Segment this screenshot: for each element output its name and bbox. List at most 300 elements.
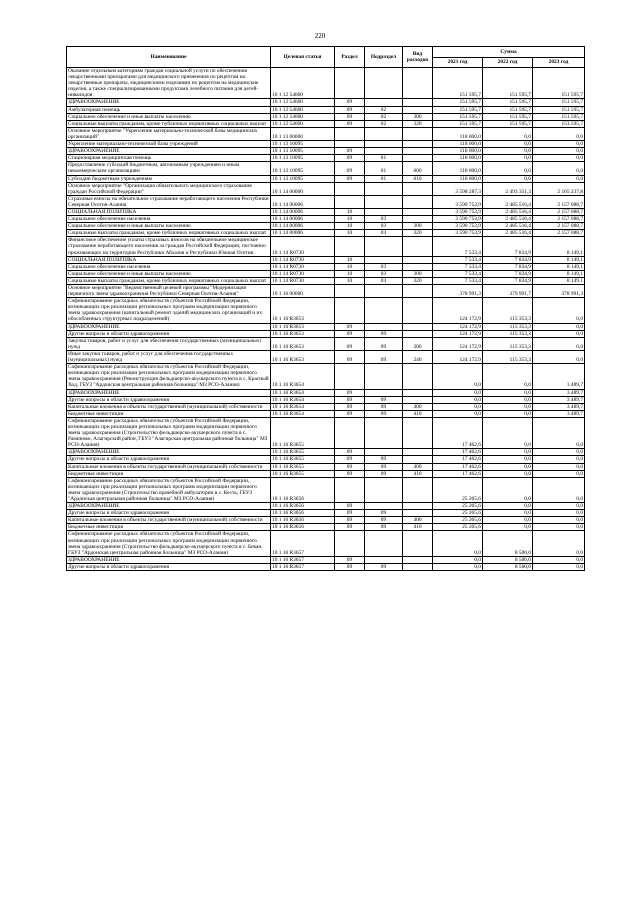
cell-name: Финансовое обеспечение уплаты страховых взносов на обязательное медицинское страхование неработающего населения за граждан Российской Федерации, постоянно проживающих на территории Республики Абхазия и Республики Южная Осетия xyxy=(67,237,271,256)
cell-sum-2022: 8 500,0 xyxy=(483,563,533,570)
cell-sum-2023: 0,0 xyxy=(533,148,585,155)
table-row xyxy=(67,277,585,284)
table-row xyxy=(67,155,585,162)
cell-sum-2022: 7 834,9 xyxy=(483,270,533,277)
cell-expense-type xyxy=(403,510,433,517)
cell-section: 10 xyxy=(335,270,365,277)
cell-section xyxy=(335,141,365,148)
table-row xyxy=(67,285,585,298)
cell-section: 09 xyxy=(335,99,365,106)
table-row xyxy=(67,270,585,277)
cell-sum-2022: 7 834,9 xyxy=(483,277,533,284)
cell-section: 09 xyxy=(335,449,365,456)
cell-name: Софинансирование расходных обязательств субъектов Российской Федерации, возникающих при реализации региональных программ модернизации первичного звена здравоохранения (Строительство врачебной амбулатории в с. Кесть, ГБУЗ "Ардонская центральная районная больница" МЗ РСО-Алания) xyxy=(67,477,271,502)
cell-target-code: 10 1 16 R3655 xyxy=(271,463,335,470)
cell-sum-2023: 0,0 xyxy=(533,477,585,502)
cell-sum-2023: 0,0 xyxy=(533,337,585,350)
cell-subsection: 03 xyxy=(365,223,403,230)
cell-sum-2021: 0,0 xyxy=(433,403,483,410)
cell-name: Укрепление материально-технической базы учреждений xyxy=(67,141,271,148)
cell-target-code: 10 1 16 R3655 xyxy=(271,470,335,477)
cell-name: Страховые взносы на обязательное страхование неработающего населения Республики Северная Осетия-Алания xyxy=(68,195,269,208)
cell-subsection: 09 xyxy=(365,410,403,417)
cell-name: Оказание отдельным категориям граждан социальной услуги по обеспечению лекарственными препаратами для медицинского применения по рецептам на лекарственные препараты, медицинскими изделиями по рецептам на медицинские изделия, а также специализированными продуктами лечебного питания для детей-инвалидов xyxy=(67,68,271,99)
cell-target-code: 10 1 16 R3657 xyxy=(271,531,335,556)
cell-expense-type xyxy=(403,216,433,223)
cell-section xyxy=(335,237,365,256)
cell-target-code: 10 1 16 R3656 xyxy=(271,524,335,531)
cell-subsection xyxy=(365,68,403,99)
table-row xyxy=(67,113,585,120)
cell-subsection: 03 xyxy=(365,230,403,237)
cell-sum-2021: 7 533,4 xyxy=(433,263,483,270)
cell-sum-2023: 8 149,1 xyxy=(533,256,585,263)
cell-sum-2023: 2 157 088,7 xyxy=(533,223,585,230)
cell-sum-2022: 2 485 516,4 xyxy=(483,195,533,208)
cell-name: ЗДРАВООХРАНЕНИЕ xyxy=(67,503,271,510)
table-row xyxy=(67,323,585,330)
cell-target-code: 10 1 14 00000 xyxy=(271,182,335,195)
table-header xyxy=(67,47,585,68)
cell-expense-type: 200 xyxy=(403,337,433,350)
cell-subsection xyxy=(365,195,403,208)
cell-sum-2022: 7 834,9 xyxy=(483,237,533,256)
cell-target-code: 10 1 12 54600 xyxy=(271,99,335,106)
cell-sum-2022: 0,0 xyxy=(483,175,533,182)
cell-sum-2022: 0,0 xyxy=(483,396,533,403)
table-row xyxy=(67,470,585,477)
table-row xyxy=(67,456,585,463)
cell-subsection: 09 xyxy=(365,456,403,463)
cell-subsection: 09 xyxy=(365,510,403,517)
table-row xyxy=(67,410,585,417)
cell-section: 09 xyxy=(335,463,365,470)
table-row xyxy=(67,531,585,556)
cell-section: 09 xyxy=(335,323,365,330)
cell-sum-2021: 3 590 753,9 xyxy=(433,208,483,215)
cell-sum-2022: 7 834,9 xyxy=(483,256,533,263)
cell-sum-2023: 2 157 088,7 xyxy=(533,230,585,237)
cell-section xyxy=(335,127,365,140)
cell-section xyxy=(335,531,365,556)
cell-target-code: 10 1 13 10095 xyxy=(271,162,335,175)
cell-sum-2023: 378 991,3 xyxy=(533,285,585,298)
cell-section: 09 xyxy=(335,410,365,417)
cell-subsection xyxy=(365,141,403,148)
cell-sum-2023: 0,0 xyxy=(533,298,585,323)
cell-expense-type xyxy=(403,256,433,263)
cell-section: 09 xyxy=(335,337,365,350)
cell-target-code: 10 1 14 R0730 xyxy=(271,263,335,270)
cell-name: Стационарная медицинская помощь xyxy=(67,155,271,162)
table-row xyxy=(67,330,585,337)
cell-target-code: 10 1 16 R3656 xyxy=(271,517,335,524)
header-subsection: Подраздел xyxy=(365,47,403,68)
cell-sum-2023: 2 165 237,8 xyxy=(533,182,585,195)
cell-target-code: 10 1 12 54600 xyxy=(271,113,335,120)
header-year-2022: 2022 год xyxy=(483,58,533,68)
cell-sum-2022: 0,0 xyxy=(483,503,533,510)
cell-target-code: 10 1 14 00006 xyxy=(271,208,335,215)
cell-sum-2022: 0,0 xyxy=(483,127,533,140)
cell-target-code: 10 1 12 54600 xyxy=(271,120,335,127)
header-sum: Сумма xyxy=(433,47,585,58)
cell-name: Социальные выплаты гражданам, кроме публичных нормативных социальных выплат xyxy=(67,277,271,284)
table-row xyxy=(67,237,585,256)
cell-target-code: 10 1 16 R3656 xyxy=(271,503,335,510)
table-row xyxy=(67,417,585,448)
cell-section: 09 xyxy=(335,556,365,563)
cell-sum-2022: 379 991,7 xyxy=(483,285,533,298)
cell-sum-2022: 0,0 xyxy=(483,456,533,463)
cell-name: Капитальные вложения в объекты государственной (муниципальной) собственности xyxy=(67,403,271,410)
cell-name: Социальное обеспечение и иные выплаты населению xyxy=(67,270,271,277)
cell-target-code: 10 1 16 R3655 xyxy=(271,417,335,448)
cell-sum-2022: 151 595,7 xyxy=(483,106,533,113)
cell-expense-type xyxy=(403,477,433,502)
cell-sum-2021: 151 595,7 xyxy=(433,113,483,120)
table-row xyxy=(67,230,585,237)
cell-sum-2023: 0,0 xyxy=(533,524,585,531)
cell-target-code: 10 1 16 R3653 xyxy=(271,298,335,323)
cell-name: ЗДРАВООХРАНЕНИЕ xyxy=(67,323,271,330)
cell-section: 09 xyxy=(335,106,365,113)
cell-target-code: 10 1 14 00006 xyxy=(271,223,335,230)
cell-sum-2023: 0,0 xyxy=(533,330,585,337)
cell-subsection xyxy=(365,323,403,330)
cell-sum-2021: 124 172,9 xyxy=(433,337,483,350)
table-row xyxy=(67,517,585,524)
cell-sum-2022: 8 500,0 xyxy=(483,556,533,563)
cell-sum-2022: 2 493 351,3 xyxy=(483,182,533,195)
cell-name: Капитальные вложения в объекты государственной (муниципальной) собственности xyxy=(67,463,271,470)
cell-sum-2021: 118 000,0 xyxy=(433,148,483,155)
cell-expense-type: 610 xyxy=(403,175,433,182)
cell-name: Социальные выплаты гражданам, кроме публичных нормативных социальных выплат xyxy=(67,120,271,127)
cell-sum-2022: 151 595,7 xyxy=(483,68,533,99)
cell-subsection: 09 xyxy=(365,463,403,470)
cell-subsection xyxy=(365,182,403,195)
cell-name: Бюджетные инвестиции xyxy=(67,470,271,477)
cell-sum-2023: 0,0 xyxy=(533,456,585,463)
cell-section xyxy=(335,298,365,323)
cell-sum-2021: 151 595,7 xyxy=(433,99,483,106)
cell-name: Основное мероприятие "Ведомственный целевой программы "Модернизация первичного звена здравоохранения Республики Северная Осетия-Алания" xyxy=(67,285,271,298)
cell-subsection: 03 xyxy=(365,277,403,284)
cell-sum-2022: 151 595,7 xyxy=(483,113,533,120)
page-number: 220 xyxy=(314,32,326,40)
cell-sum-2022: 0,0 xyxy=(483,410,533,417)
cell-expense-type: 410 xyxy=(403,470,433,477)
cell-sum-2022: 2 485 516,4 xyxy=(483,223,533,230)
cell-target-code: 10 1 16 R3656 xyxy=(271,477,335,502)
cell-expense-type xyxy=(403,99,433,106)
cell-section: 09 xyxy=(335,470,365,477)
table-row xyxy=(67,403,585,410)
cell-expense-type: 400 xyxy=(403,403,433,410)
cell-sum-2022: 0,0 xyxy=(483,463,533,470)
cell-section: 10 xyxy=(335,223,365,230)
cell-subsection xyxy=(365,298,403,323)
cell-sum-2021: 118 000,0 xyxy=(433,141,483,148)
cell-subsection: 01 xyxy=(365,162,403,175)
cell-name: Капитальные вложения в объекты государственной (муниципальной) собственности xyxy=(67,517,271,524)
cell-expense-type xyxy=(403,127,433,140)
cell-target-code: 10 1 14 R0730 xyxy=(271,237,335,256)
cell-expense-type xyxy=(403,263,433,270)
cell-expense-type xyxy=(403,531,433,556)
table-row xyxy=(67,510,585,517)
table-row xyxy=(67,350,585,363)
cell-section xyxy=(335,364,365,389)
cell-name: СОЦИАЛЬНАЯ ПОЛИТИКА xyxy=(67,208,271,215)
cell-sum-2021: 3 590 753,9 xyxy=(433,223,483,230)
cell-section: 09 xyxy=(335,389,365,396)
cell-sum-2022: 0,0 xyxy=(483,403,533,410)
cell-sum-2021: 17 462,6 xyxy=(433,463,483,470)
cell-subsection xyxy=(365,285,403,298)
cell-sum-2021: 118 000,0 xyxy=(433,127,483,140)
cell-sum-2021: 378 991,3 xyxy=(433,285,483,298)
cell-sum-2021: 0,0 xyxy=(433,410,483,417)
cell-sum-2022: 0,0 xyxy=(483,148,533,155)
cell-expense-type xyxy=(403,208,433,215)
cell-section: 09 xyxy=(335,148,365,155)
cell-name: ЗДРАВООХРАНЕНИЕ xyxy=(67,389,271,396)
cell-expense-type: 400 xyxy=(403,463,433,470)
cell-section: 09 xyxy=(335,510,365,517)
cell-name: ЗДРАВООХРАНЕНИЕ xyxy=(67,556,271,563)
cell-subsection: 02 xyxy=(365,120,403,127)
cell-subsection: 09 xyxy=(365,563,403,570)
header-name: Наименование xyxy=(67,47,271,68)
cell-section: 09 xyxy=(335,155,365,162)
table-row xyxy=(67,556,585,563)
cell-expense-type: 300 xyxy=(403,223,433,230)
cell-sum-2023: 0,0 xyxy=(533,155,585,162)
cell-sum-2022: 115 353,3 xyxy=(483,350,533,363)
cell-sum-2022: 0,0 xyxy=(483,517,533,524)
cell-subsection xyxy=(365,503,403,510)
cell-sum-2021: 17 462,6 xyxy=(433,470,483,477)
cell-sum-2023: 3 489,7 xyxy=(533,389,585,396)
cell-subsection xyxy=(365,99,403,106)
cell-sum-2021: 118 000,0 xyxy=(433,175,483,182)
cell-sum-2021: 0,0 xyxy=(433,531,483,556)
cell-expense-type: 320 xyxy=(403,120,433,127)
header-section: Раздел xyxy=(335,47,365,68)
cell-section: 09 xyxy=(335,563,365,570)
cell-sum-2022: 0,0 xyxy=(483,470,533,477)
cell-expense-type xyxy=(403,556,433,563)
cell-subsection: 01 xyxy=(365,175,403,182)
cell-sum-2022: 151 595,7 xyxy=(483,120,533,127)
cell-expense-type xyxy=(403,195,433,208)
cell-sum-2021: 25 265,6 xyxy=(433,503,483,510)
cell-subsection xyxy=(365,531,403,556)
cell-sum-2023: 8 149,1 xyxy=(533,277,585,284)
cell-sum-2023: 0,0 xyxy=(533,517,585,524)
cell-sum-2021: 151 595,7 xyxy=(433,106,483,113)
table-row xyxy=(67,216,585,223)
cell-target-code: 10 1 16 R3657 xyxy=(271,563,335,570)
table-row xyxy=(67,263,585,270)
cell-section: 10 xyxy=(335,208,365,215)
cell-subsection xyxy=(365,477,403,502)
table-row xyxy=(67,195,585,208)
cell-subsection xyxy=(365,127,403,140)
table-row xyxy=(67,256,585,263)
cell-subsection: 09 xyxy=(365,470,403,477)
table-row xyxy=(67,477,585,502)
cell-expense-type: 600 xyxy=(403,162,433,175)
cell-sum-2022: 0,0 xyxy=(483,477,533,502)
cell-subsection: 03 xyxy=(365,270,403,277)
table-row xyxy=(67,141,585,148)
cell-sum-2022: 115 353,3 xyxy=(483,298,533,323)
cell-name: Социальное обеспечение и иные выплаты населению xyxy=(67,113,271,120)
cell-name: СОЦИАЛЬНАЯ ПОЛИТИКА xyxy=(67,256,271,263)
table-row xyxy=(67,120,585,127)
cell-sum-2023: 0,0 xyxy=(533,175,585,182)
cell-name: Другие вопросы в области здравоохранения xyxy=(67,396,271,403)
cell-target-code: 10 1 14 R0730 xyxy=(271,270,335,277)
cell-target-code: 10 1 13 10095 xyxy=(271,155,335,162)
cell-expense-type xyxy=(403,417,433,448)
cell-sum-2021: 25 265,6 xyxy=(433,517,483,524)
cell-sum-2022: 0,0 xyxy=(483,141,533,148)
cell-target-code: 10 1 16 R3654 xyxy=(271,410,335,417)
table-row xyxy=(67,99,585,106)
cell-sum-2023: 0,0 xyxy=(533,503,585,510)
table-row xyxy=(67,208,585,215)
cell-section xyxy=(335,417,365,448)
cell-subsection xyxy=(365,364,403,389)
cell-expense-type xyxy=(403,68,433,99)
cell-section: 10 xyxy=(335,263,365,270)
cell-name: Социальное обеспечение и иные выплаты населению xyxy=(67,223,271,230)
cell-section xyxy=(335,285,365,298)
cell-name: Софинансирование расходных обязательств субъектов Российской Федерации, возникающих при реализации региональных программ модернизации первичного звена здравоохранения (Реконструкция фельдшерско-акушерского пункта в с. Красный Ход, ГБУЗ "Ардонская центральная районная больница" МЗ РСО-Алания) xyxy=(68,364,269,389)
cell-sum-2021: 118 000,0 xyxy=(433,162,483,175)
cell-sum-2021: 7 533,4 xyxy=(433,277,483,284)
cell-expense-type xyxy=(403,449,433,456)
cell-expense-type: 300 xyxy=(403,270,433,277)
cell-expense-type xyxy=(403,106,433,113)
cell-sum-2023: 3 489,7 xyxy=(533,396,585,403)
cell-section: 09 xyxy=(335,403,365,410)
cell-sum-2021: 124 172,9 xyxy=(433,298,483,323)
cell-sum-2021: 17 462,6 xyxy=(433,417,483,448)
cell-expense-type xyxy=(403,389,433,396)
cell-sum-2023: 0,0 xyxy=(533,463,585,470)
cell-subsection xyxy=(365,556,403,563)
cell-name: ЗДРАВООХРАНЕНИЕ xyxy=(67,148,271,155)
cell-sum-2022: 7 834,9 xyxy=(483,263,533,270)
cell-sum-2022: 2 485 516,4 xyxy=(483,208,533,215)
cell-subsection: 01 xyxy=(365,155,403,162)
cell-sum-2021: 0,0 xyxy=(433,556,483,563)
cell-section xyxy=(335,195,365,208)
cell-sum-2023: 3 489,7 xyxy=(533,403,585,410)
cell-expense-type: 400 xyxy=(403,517,433,524)
table-row xyxy=(67,337,585,350)
table-row xyxy=(67,463,585,470)
table-row xyxy=(67,524,585,531)
cell-sum-2022: 2 485 516,4 xyxy=(483,230,533,237)
cell-sum-2022: 115 353,3 xyxy=(483,323,533,330)
cell-target-code: 10 1 13 10095 xyxy=(271,175,335,182)
cell-name: Предоставление субсидий бюджетным, автономным учреждениям и иным некоммерческим организациям xyxy=(67,162,271,175)
table-row xyxy=(67,182,585,195)
cell-sum-2021: 3 590 753,9 xyxy=(433,195,483,208)
cell-section: 09 xyxy=(335,113,365,120)
cell-name: Бюджетные инвестиции xyxy=(67,524,271,531)
cell-sum-2023: 2 157 088,7 xyxy=(533,216,585,223)
cell-sum-2022: 2 485 516,4 xyxy=(483,216,533,223)
cell-sum-2021: 25 265,6 xyxy=(433,524,483,531)
cell-sum-2023: 0,0 xyxy=(533,563,585,570)
cell-section: 09 xyxy=(335,175,365,182)
cell-section xyxy=(335,477,365,502)
cell-target-code: 10 1 12 54600 xyxy=(271,68,335,99)
cell-name: Социальное обеспечение населения xyxy=(67,216,271,223)
cell-sum-2021: 124 172,9 xyxy=(433,323,483,330)
cell-sum-2021: 124 172,9 xyxy=(433,350,483,363)
cell-expense-type xyxy=(403,503,433,510)
cell-expense-type xyxy=(403,396,433,403)
cell-sum-2022: 0,0 xyxy=(483,389,533,396)
cell-section: 10 xyxy=(335,230,365,237)
cell-name: Бюджетные инвестиции xyxy=(67,410,271,417)
cell-expense-type xyxy=(403,330,433,337)
table-row xyxy=(67,162,585,175)
cell-subsection: 02 xyxy=(365,113,403,120)
table-row xyxy=(67,106,585,113)
cell-sum-2021: 3 598 287,3 xyxy=(433,182,483,195)
cell-expense-type xyxy=(403,456,433,463)
cell-sum-2023: 0,0 xyxy=(533,323,585,330)
header-expense-type: Вид расходов xyxy=(403,47,433,68)
cell-expense-type xyxy=(403,148,433,155)
cell-subsection: 09 xyxy=(365,403,403,410)
cell-subsection: 09 xyxy=(365,350,403,363)
cell-target-code: 10 1 14 00006 xyxy=(271,230,335,237)
cell-target-code: 10 1 16 00000 xyxy=(271,285,335,298)
budget-table xyxy=(66,46,585,571)
cell-target-code: 10 1 13 00000 xyxy=(271,127,335,140)
cell-sum-2023: 0,0 xyxy=(533,127,585,140)
cell-target-code: 10 1 16 R3654 xyxy=(271,403,335,410)
cell-sum-2022: 115 353,3 xyxy=(483,337,533,350)
cell-sum-2021: 7 533,4 xyxy=(433,270,483,277)
table-body xyxy=(67,68,585,571)
table-row xyxy=(67,68,585,99)
cell-subsection: 02 xyxy=(365,106,403,113)
cell-sum-2021: 151 595,7 xyxy=(433,120,483,127)
cell-target-code: 10 1 16 R3654 xyxy=(271,364,335,389)
cell-section: 09 xyxy=(335,162,365,175)
cell-section: 09 xyxy=(335,396,365,403)
table-row xyxy=(67,175,585,182)
cell-sum-2023: 0,0 xyxy=(533,470,585,477)
cell-sum-2023: 8 149,1 xyxy=(533,263,585,270)
cell-target-code: 10 1 16 R3653 xyxy=(271,337,335,350)
cell-target-code: 10 1 16 R3653 xyxy=(271,323,335,330)
cell-name: Субсидии бюджетным учреждениям xyxy=(67,175,271,182)
cell-sum-2023: 0,0 xyxy=(533,556,585,563)
cell-sum-2023: 151 595,7 xyxy=(533,68,585,99)
